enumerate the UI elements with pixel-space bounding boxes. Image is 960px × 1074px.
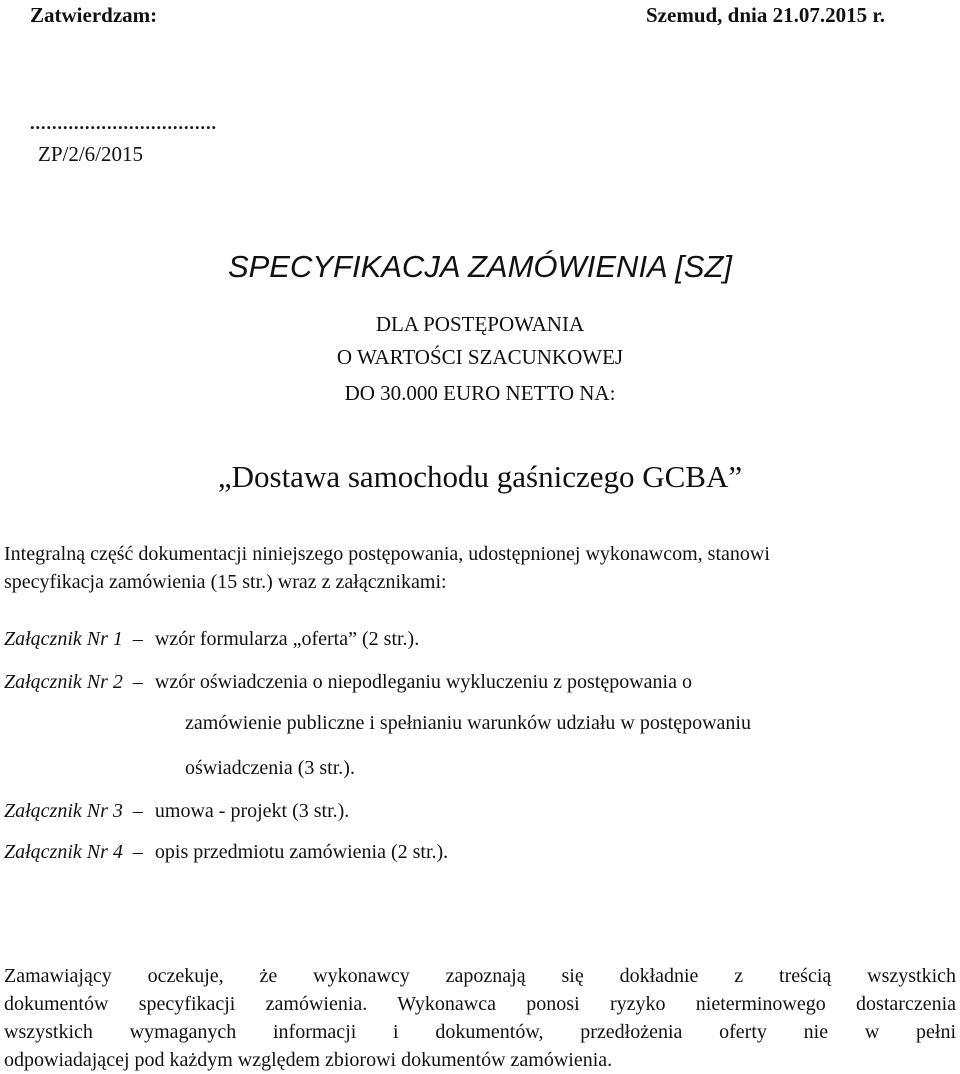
closing-line-1: Zamawiający oczekuje, że wykonawcy zapoznają się dokładnie z treścią wszystkich — [4, 965, 956, 987]
attachment-3-label: Załącznik Nr 3 — [4, 800, 123, 822]
attachment-4-dash: – — [132, 841, 143, 863]
attachment-2-text-line-2: zamówienie publiczne i spełnianiu warunków udziału w postępowaniu — [185, 712, 751, 734]
intro-line-1: Integralną część dokumentacji niniejszego postępowania, udostępnionej wykonawcom, stanowi — [4, 543, 770, 565]
attachment-2-dash: – — [132, 671, 143, 693]
attachment-3 — [4, 797, 349, 825]
place-date: Szemud, dnia 21.07.2015 r. — [646, 3, 886, 27]
attachment-4-label: Załącznik Nr 4 — [4, 841, 123, 863]
signature-line: .................................. — [30, 113, 217, 133]
attachment-2-text-line-3: oświadczenia (3 str.). — [185, 757, 355, 779]
attachment-2-text: wzór oświadczenia o niepodleganiu wykluczeniu z postępowania o — [154, 671, 692, 693]
attachment-1 — [4, 625, 419, 653]
closing-line-2: dokumentów specyfikacji zamówienia. Wykonawca ponosi ryzyko nieterminowego dostarczenia — [4, 993, 956, 1015]
subtitle-line-2: O WARTOŚCI SZACUNKOWEJ — [336, 345, 624, 369]
attachment-3-text: umowa - projekt (3 str.). — [154, 800, 350, 822]
subtitle-line-3: DO 30.000 EURO NETTO NA: — [344, 381, 616, 405]
attachment-2 — [4, 668, 692, 696]
attachment-4-text: opis przedmiotu zamówienia (2 str.). — [154, 841, 449, 863]
intro-paragraph — [4, 540, 958, 596]
approval-label: Zatwierdzam: — [30, 3, 158, 27]
attachment-3-dash: – — [132, 800, 143, 822]
attachment-2-label: Załącznik Nr 2 — [4, 671, 123, 693]
attachment-1-text: wzór formularza „oferta” (2 str.). — [154, 628, 420, 650]
closing-paragraph — [4, 962, 956, 1074]
procurement-subject: „Dostawa samochodu gaśniczego GCBA” — [217, 459, 743, 494]
reference-number: ZP/2/6/2015 — [38, 142, 144, 166]
attachment-1-label: Załącznik Nr 1 — [4, 628, 123, 650]
document-title: SPECYFIKACJA ZAMÓWIENIA [SZ] — [227, 249, 733, 284]
closing-line-3: wszystkich wymaganych informacji i dokumentów, przedłożenia oferty nie w pełni — [4, 1021, 956, 1043]
attachment-4 — [4, 838, 448, 866]
intro-line-2: specyfikacja zamówienia (15 str.) wraz z załącznikami: — [4, 571, 447, 593]
attachment-1-dash: – — [132, 628, 143, 650]
subtitle-line-1: DLA POSTĘPOWANIA — [375, 312, 585, 336]
closing-line-4: odpowiadającej pod każdym względem zbiorowi dokumentów zamówienia. — [4, 1049, 613, 1071]
